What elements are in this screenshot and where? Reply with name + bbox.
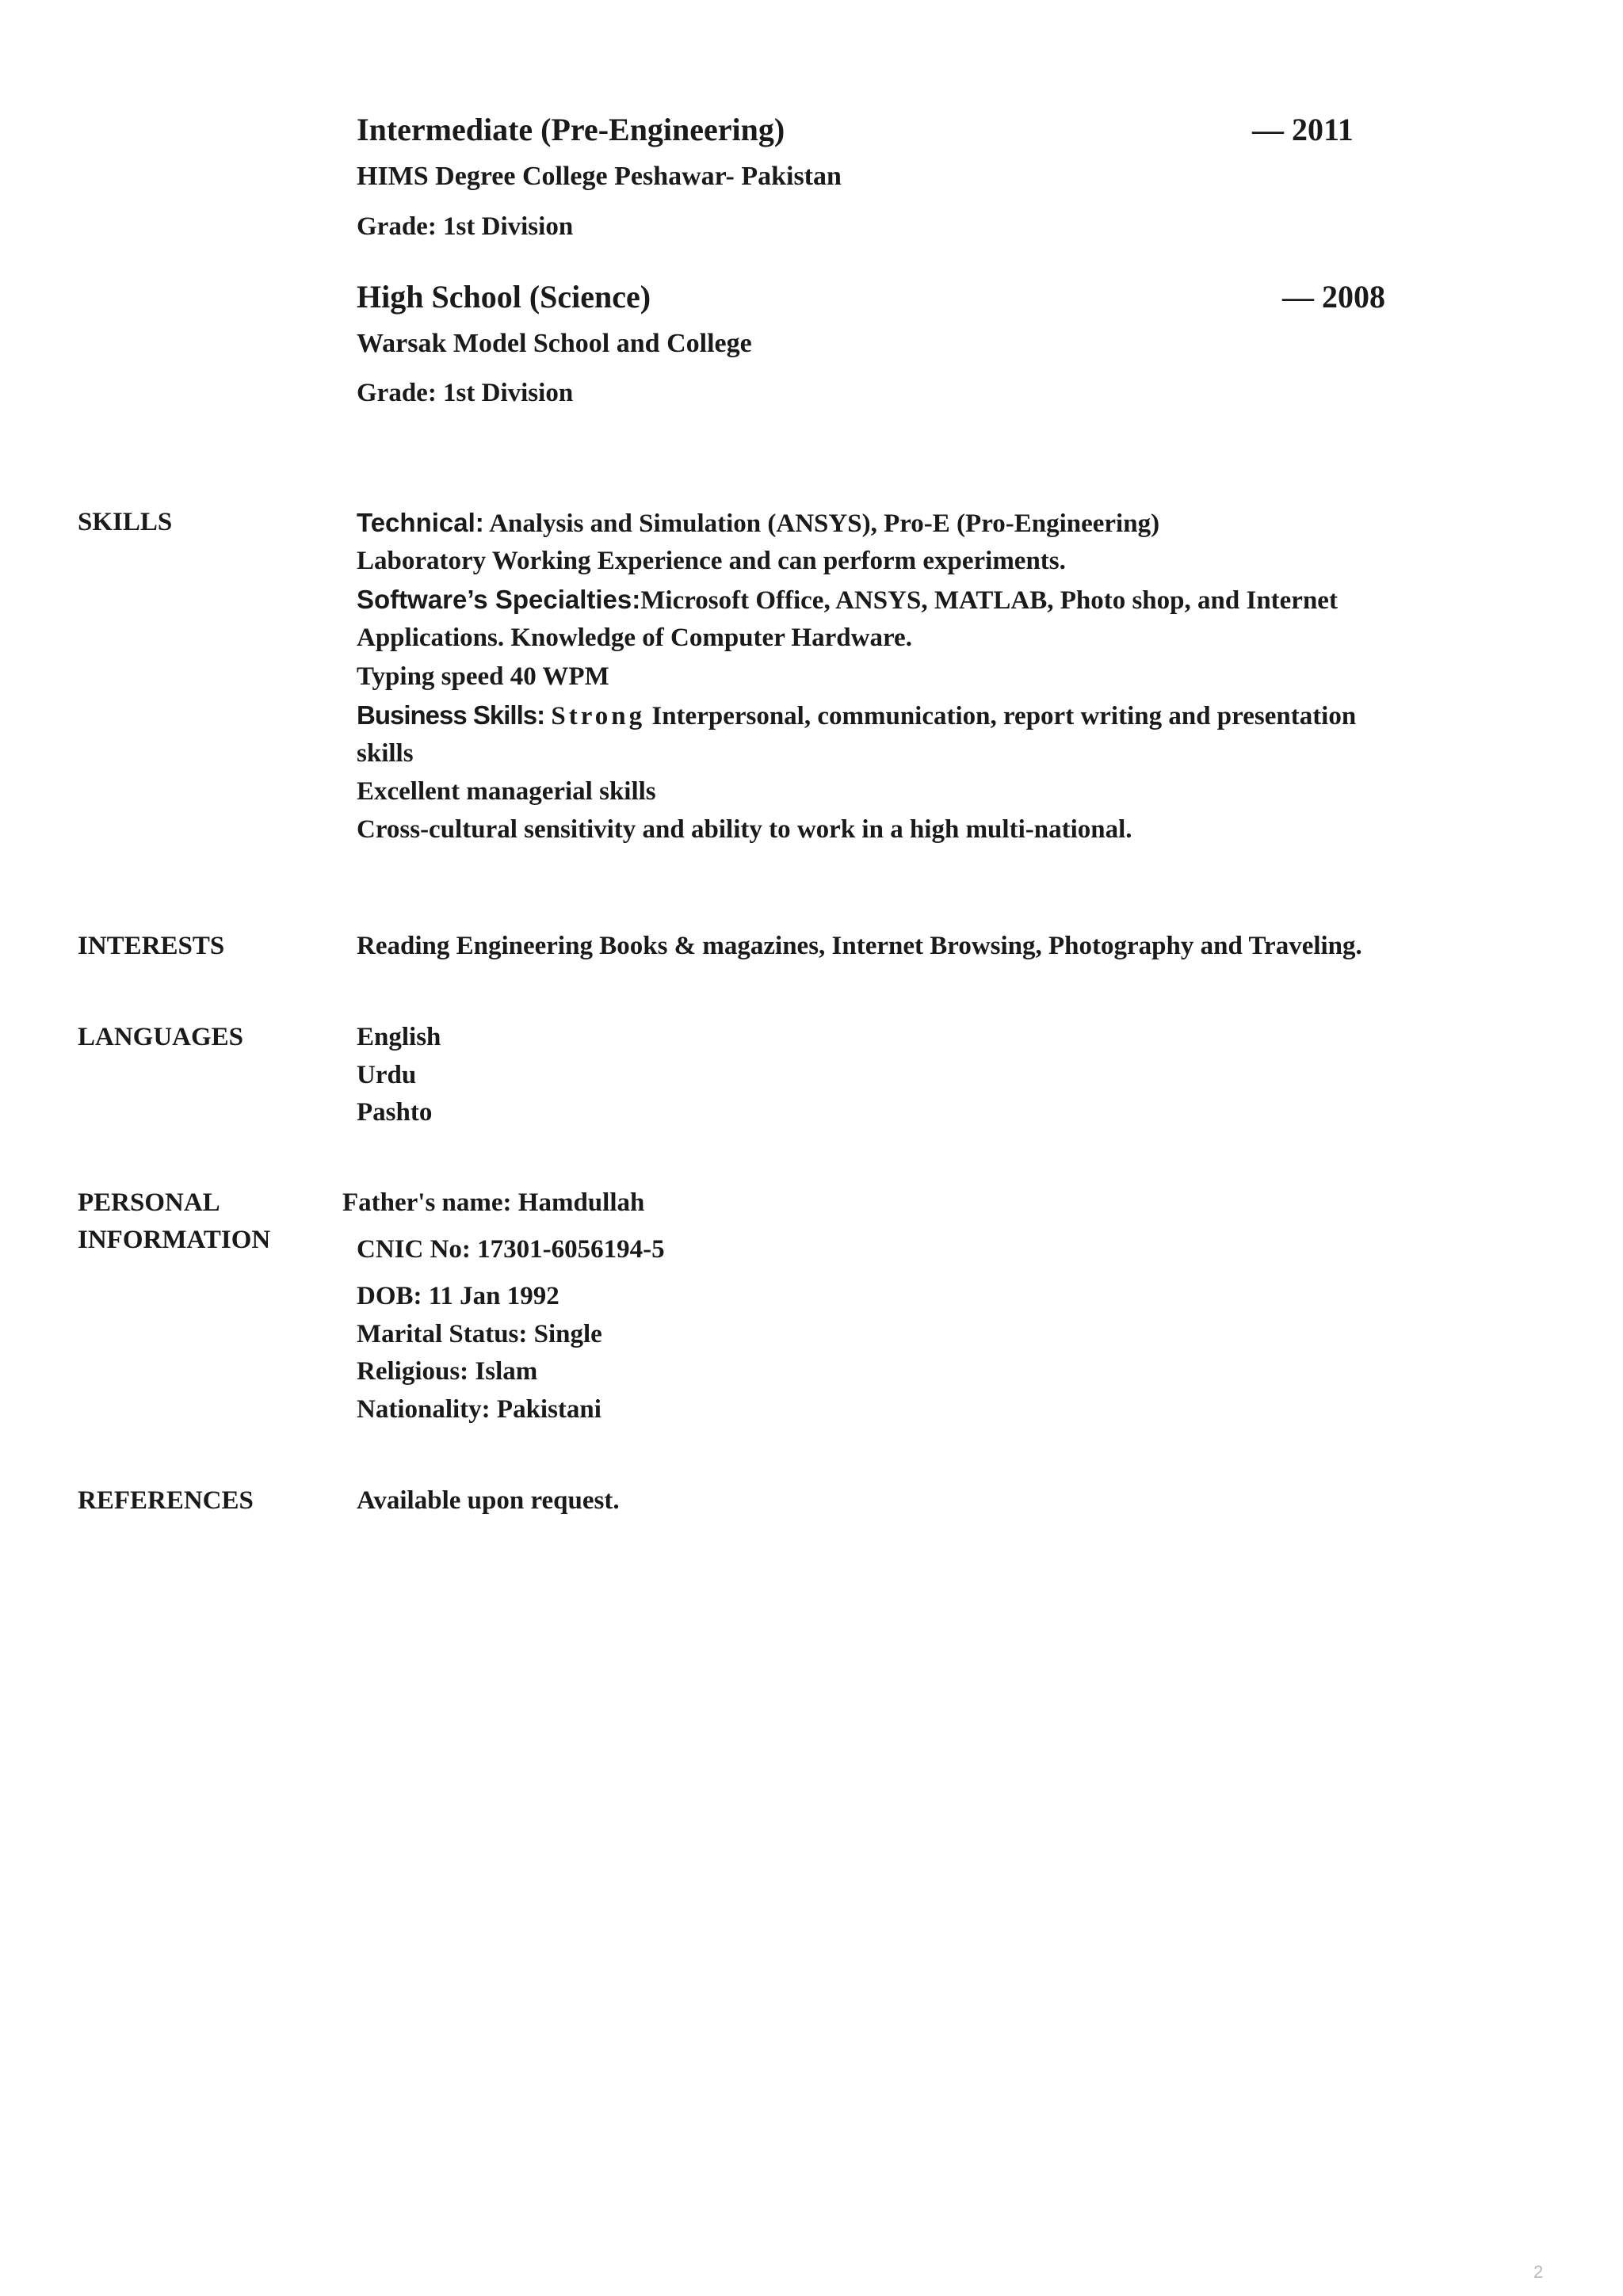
education-institution-highschool: Warsak Model School and College [357, 329, 752, 358]
skills-lab-line: Laboratory Working Experience and can perform experiments. [357, 547, 1066, 575]
personal-nationality: Nationality: Pakistani [357, 1395, 601, 1424]
skills-cross-cultural: Cross-cultural sensitivity and ability to work in a high multi-national. [357, 815, 1132, 844]
skills-typing: Typing speed 40 WPM [357, 662, 609, 691]
interests-text: Reading Engineering Books & magazines, Internet Browsing, Photography and Traveling. [357, 932, 1362, 960]
language-item: Urdu [357, 1061, 417, 1089]
skills-software-line [357, 585, 1338, 616]
references-text: Available upon request. [357, 1486, 620, 1515]
skills-business-strong: Strong [551, 702, 646, 730]
language-item: English [357, 1023, 441, 1051]
skills-software-text: Microsoft Office, ANSYS, MATLAB, Photo shop, and Internet [640, 586, 1338, 615]
skills-technical-label: Technical: [357, 508, 484, 537]
skills-technical-text: Analysis and Simulation (ANSYS), Pro-E (Pro-Engineering) [489, 509, 1160, 538]
section-label-references: REFERENCES [78, 1486, 254, 1515]
section-label-information: INFORMATION [78, 1226, 271, 1254]
skills-business-label: Business Skills: [357, 700, 545, 730]
skills-software-line2: Applications. Knowledge of Computer Hardware. [357, 624, 912, 652]
skills-business-text: Interpersonal, communication, report writing and presentation [651, 702, 1357, 730]
education-grade-intermediate: Grade: 1st Division [357, 212, 574, 241]
skills-managerial: Excellent managerial skills [357, 777, 656, 806]
skills-software-label: Software’s Specialties: [357, 585, 641, 614]
page-number: 2 [1533, 2262, 1544, 2282]
education-institution-intermediate: HIMS Degree College Peshawar- Pakistan [357, 162, 842, 191]
section-label-skills: SKILLS [78, 508, 173, 536]
section-label-languages: LANGUAGES [78, 1023, 244, 1051]
education-year-highschool: — 2008 [1282, 279, 1385, 315]
education-grade-highschool: Grade: 1st Division [357, 379, 574, 407]
skills-business-line2: skills [357, 739, 414, 768]
personal-religion: Religious: Islam [357, 1357, 538, 1386]
personal-dob: DOB: 11 Jan 1992 [357, 1282, 559, 1310]
personal-cnic: CNIC No: 17301-6056194-5 [357, 1235, 665, 1264]
skills-business-line [357, 700, 1356, 731]
education-degree-highschool: High School (Science) [357, 279, 651, 315]
skills-technical-line [357, 508, 1159, 539]
personal-marital: Marital Status: Single [357, 1320, 602, 1348]
education-year-intermediate: — 2011 [1252, 112, 1354, 147]
education-degree-intermediate: Intermediate (Pre-Engineering) [357, 112, 785, 147]
language-item: Pashto [357, 1098, 433, 1127]
personal-father: Father's name: Hamdullah [342, 1188, 645, 1217]
section-label-interests: INTERESTS [78, 932, 225, 960]
section-label-personal: PERSONAL [78, 1188, 220, 1217]
